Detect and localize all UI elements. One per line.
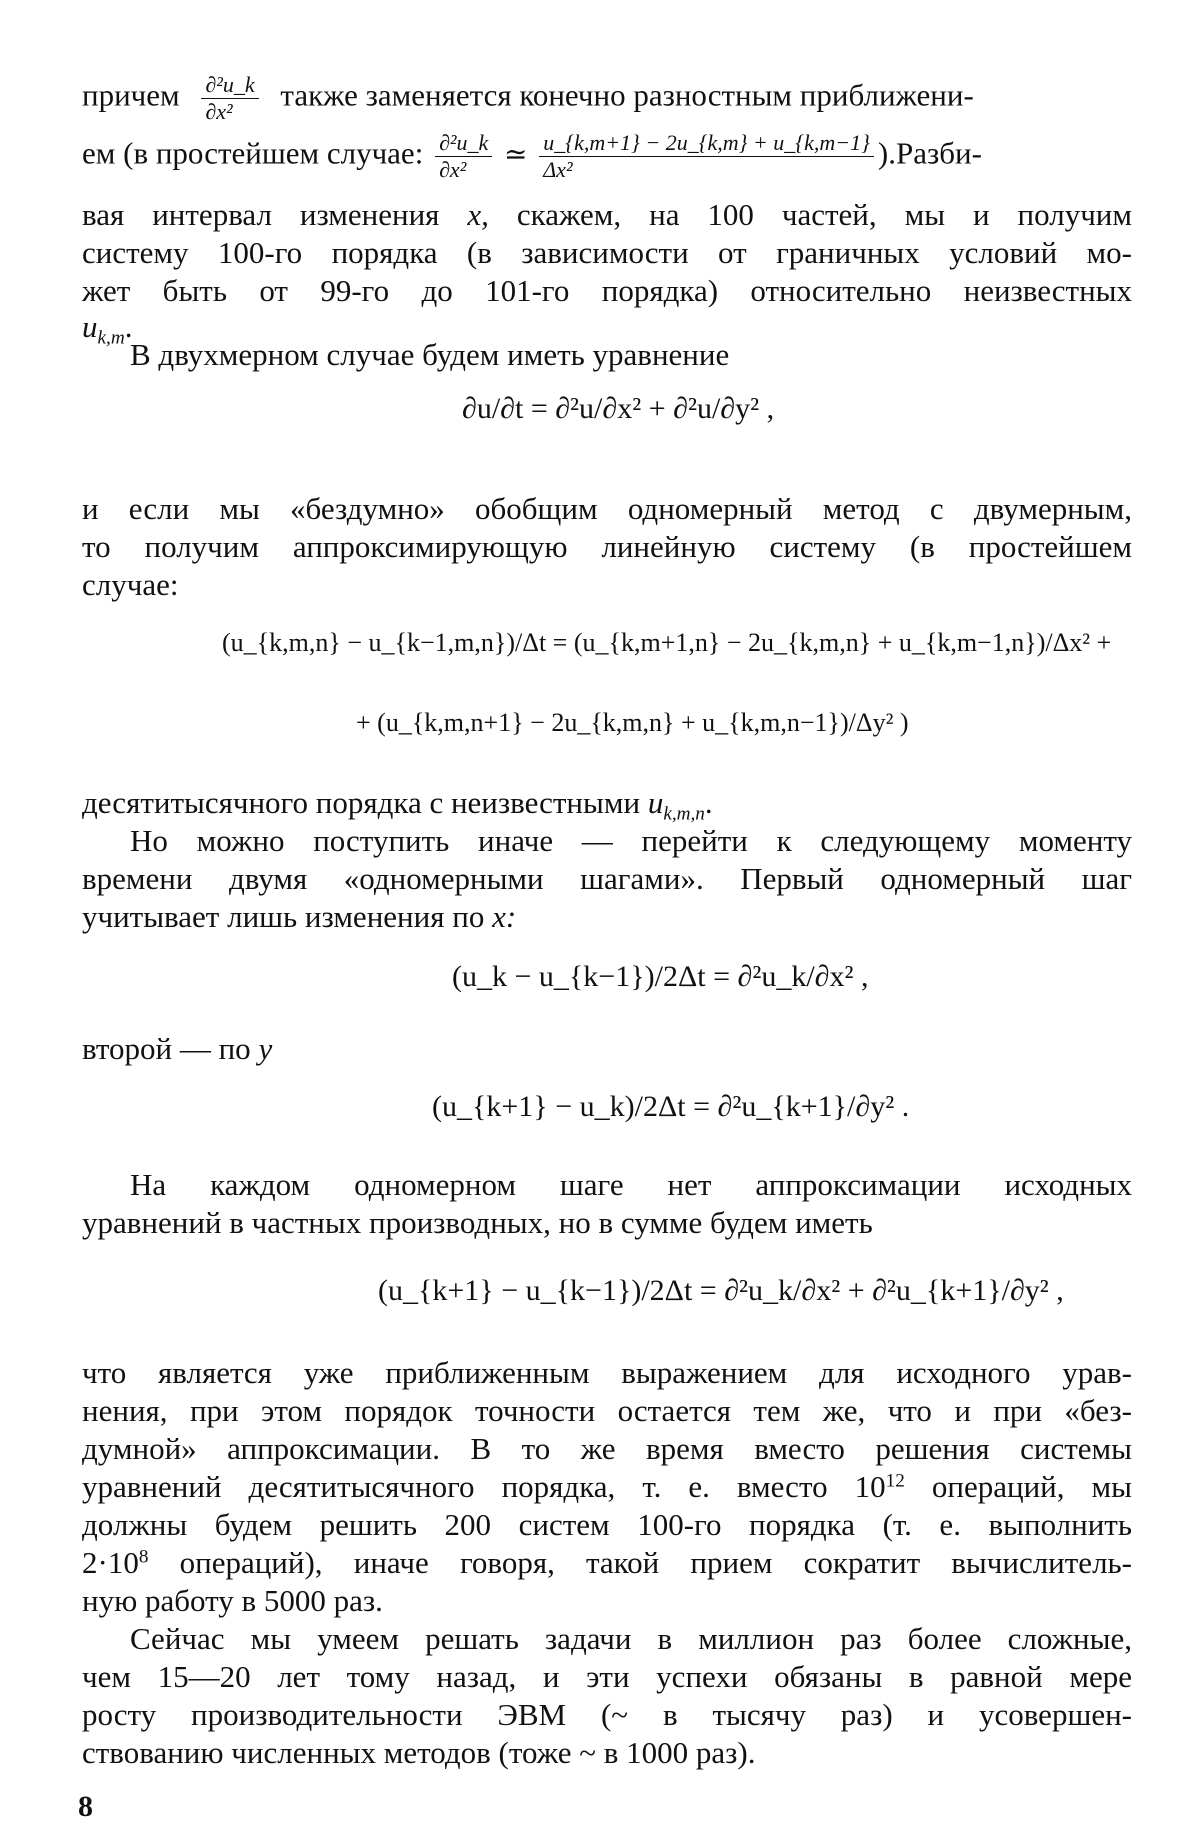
- text-line: что является уже приближенным выражением для исходного урав-: [82, 1355, 1132, 1390]
- text-line: думной» аппроксимации. В то же время вместо решения системы: [82, 1431, 1132, 1466]
- text-line: и если мы «бездумно» обобщим одномерный метод с двумерным,: [82, 491, 1132, 526]
- text-line: росту производительности ЭВМ (~ в тысячу раз) и усовершен-: [82, 1697, 1132, 1732]
- formula-y-step: (u_{k+1} − u_k)/2Δt = ∂²u_{k+1}/∂y² .: [432, 1090, 910, 1123]
- text-line: десятитысячного порядка с неизвестными $u_{k,m,n}$.: [82, 785, 713, 825]
- formula-heat-equation: ∂u/∂t = ∂²u/∂x² + ∂²u/∂y² ,: [462, 392, 775, 425]
- text-line: ствованию численных методов (тоже ~ в 1000 раз).: [82, 1735, 756, 1770]
- text-line: Сейчас мы умеем решать задачи в миллион раз более сложные,: [130, 1621, 1132, 1656]
- text-line: учитывает лишь изменения по x:: [82, 899, 517, 934]
- text-line: то получим аппроксимирующую линейную систему (в простейшем: [82, 529, 1132, 564]
- text-line: жет быть от 99-го до 101-го порядка) относительно неизвестных: [82, 273, 1132, 308]
- text-line: уравнений десятитысячного порядка, т. е. вместо $10^{12}$ операций, мы: [82, 1469, 1132, 1504]
- text-line: $2\cdot 10^8$ операций), иначе говоря, такой прием сократит вычислитель-: [82, 1545, 1132, 1580]
- text-line: второй — по y: [82, 1031, 273, 1066]
- formula-x-step: (u_k − u_{k−1})/2Δt = ∂²u_k/∂x² ,: [452, 960, 869, 993]
- text-line: В двухмерном случае будем иметь уравнение: [130, 337, 730, 372]
- text-line: уравнений в частных производных, но в сумме будем иметь: [82, 1205, 873, 1240]
- text-line: должны будем решить 200 систем 100-го порядка (т. е. выполнить: [82, 1507, 1132, 1542]
- formula-sum-steps: (u_{k+1} − u_{k−1})/2Δt = ∂²u_k/∂x² + ∂²u_{k+1}/∂y² ,: [378, 1274, 1064, 1307]
- text-line: На каждом одномерном шаге нет аппроксимации исходных: [130, 1167, 1132, 1202]
- text-line: систему 100-го порядка (в зависимости от граничных условий мо-: [82, 235, 1132, 270]
- text-line: нения, при этом порядок точности остается тем же, что и при «без-: [82, 1393, 1132, 1428]
- inline-fraction: $\frac{\text{∂²u\_k}}{\text{∂x²}}$: [435, 130, 492, 183]
- text-line: $u_{k,m}$.: [82, 309, 133, 349]
- text-line: ную работу в 5000 раз.: [82, 1583, 383, 1618]
- text-line: вая интервал изменения x, скажем, на 100 частей, мы и получим: [82, 197, 1133, 232]
- formula-2d-system-line2: + (u_{k,m,n+1} − 2u_{k,m,n} + u_{k,m,n−1})/Δy² ): [356, 708, 909, 737]
- text-line: чем 15—20 лет тому назад, и эти успехи обязаны в равной мере: [82, 1659, 1132, 1694]
- text-line: ем (в простейшем случае: $\frac{\text{∂²u\_k}}{\text{∂x²}}$ ≃ $\frac{u\_\{k,m+1\} - 2u\_\{k,m\} + u\_\{k,m-1\}}{\text{Δx²}}$ ).Разби-: [82, 130, 982, 182]
- inline-fraction: $\frac{\text{∂²u\_k}}{\text{∂x²}}$: [201, 72, 258, 125]
- text-line: причем $\frac{\text{∂²u\_k}}{\text{∂x²}}$ также заменяется конечно разностным приближени-: [82, 72, 974, 124]
- page-number: 8: [78, 1790, 93, 1823]
- formula-2d-system-line1: (u_{k,m,n} − u_{k−1,m,n})/Δt = (u_{k,m+1,n} − 2u_{k,m,n} + u_{k,m−1,n})/Δx² +: [222, 628, 1112, 657]
- inline-fraction: $\frac{u\_\{k,m+1\} - 2u\_\{k,m\} + u\_\{k,m-1\}}{\text{Δx²}}$: [539, 130, 874, 183]
- text-line: Но можно поступить иначе — перейти к следующему моменту: [130, 823, 1132, 858]
- text-line: времени двумя «одномерными шагами». Первый одномерный шаг: [82, 861, 1132, 896]
- text-line: случае:: [82, 567, 179, 602]
